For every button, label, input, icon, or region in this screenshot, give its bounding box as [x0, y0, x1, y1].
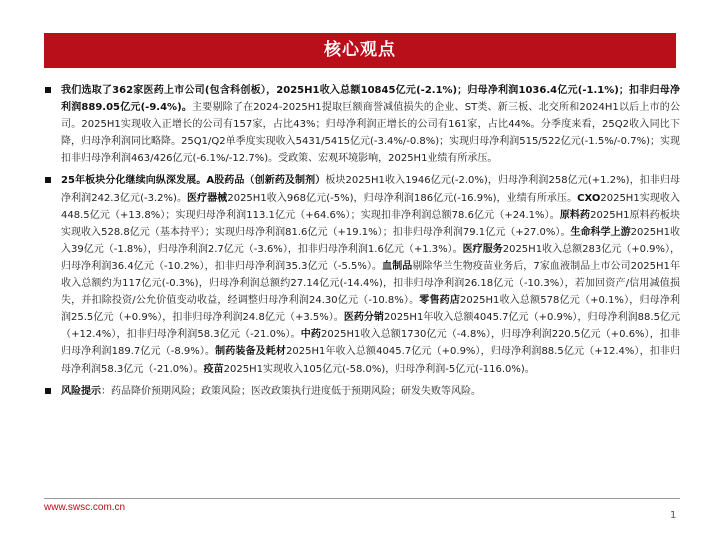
footer-divider — [44, 498, 680, 499]
body-text: 2025H1收入总额283亿元（+0.9%），归母净利润36.4亿元（-10.2%），扣非归母净利润35.3亿元（-5.5%）。 — [61, 243, 681, 272]
highlight-text: 血制品 — [382, 260, 413, 272]
body-text: ：药品降价预期风险；政策风险；医改政策执行进度低于预期风险；研发失败等风险。 — [101, 385, 481, 397]
key-points-list — [44, 82, 680, 400]
footer-url: www.swsc.com.cn — [44, 502, 126, 513]
highlight-text: 中药 — [300, 329, 322, 341]
body-text: 2025H1年收入总额4045.7亿元（+0.9%），归母净利润88.5亿元（+12.4%），扣非归母净利润58.3亿元（-21.0%）。 — [61, 346, 680, 375]
bullet-paragraph — [44, 82, 680, 167]
body-text: 2025H1实现收入105亿元(-58.0%)，归母净利润-5亿元(-116.0%)。 — [223, 363, 535, 375]
body-text: 板块2025H1收入1946亿元(-2.0%)，归母净利润258亿元(+1.2%)，扣非归母净利润242.3亿元(-3.2%)。 — [61, 175, 680, 204]
highlight-text: 医疗器械 — [187, 192, 228, 204]
body-text: 2025H1年收入总额4045.7亿元（+0.9%），归母净利润88.5亿元（+12.4%），扣非归母净利润58.3亿元（-21.0%）。 — [61, 312, 680, 341]
highlight-text: 医疗服务 — [462, 243, 503, 255]
square-bullet-icon — [45, 177, 51, 183]
body-text: 主要剔除了在2024-2025H1提取巨额商誉减值损失的企业、ST类、新三板、北交所和2024H1以后上市的公司。2025H1实现收入正增长的公司有157家，占比43%；归母净利润正增长的公司有161家，占比44%。分季度来看，25Q2收入同比下降，归母净利润同比略降。25Q1/Q2单季度实现收入5431/5415亿元(-3.4%/-0.8%)；实现归母净利润515/522亿元(-1.5%/-0.7%)；实现扣非归母净利润463/426亿元(-6.1%/-12.7%)。受政策、宏观环境影响，2025H1业绩有所承压。 — [61, 102, 680, 165]
square-bullet-icon — [45, 87, 51, 93]
highlight-text: 25年板块分化继续向纵深发展。A股药品（创新药及制剂） — [61, 175, 326, 187]
highlight-text: 制药装备及耗材 — [215, 346, 287, 358]
body-text: 2025H1原料药板块实现收入528.8亿元（基本持平）；实现归母净利润81.6亿元（+19.1%）；扣非归母净利润79.1亿元（+27.0%）。 — [61, 209, 680, 238]
bullet-paragraph — [44, 383, 680, 400]
highlight-text: 疫苗 — [203, 363, 224, 375]
body-text: 剔除华兰生物疫苗业务后，7家血液制品上市公司2025H1年收入总额约为117亿元(-0.3%)，归母净利润总额约27.14亿元(-14.4%)，扣非归母净利润26.18亿元（-10.3%），若加回资产/信用减值损失，并扣除投资/公允价值变动收益，经调整归母净利润24.30亿元（-10.8%）。 — [61, 260, 681, 307]
bullet-paragraph — [44, 172, 680, 377]
highlight-text: 风险提示 — [61, 385, 101, 397]
body-text: 2025H1实现收入448.5亿元（+13.8%）；实现归母净利润113.1亿元（+64.6%）；实现扣非净利润总额78.6亿元（+24.1%）。 — [61, 192, 680, 221]
highlight-text: 生命科学上游 — [570, 226, 631, 238]
page-number: 1 — [670, 510, 677, 521]
body-text: 2025H1收入968亿元(-5%)，归母净利润186亿元(-16.9%)，业绩有所承压。 — [227, 192, 578, 204]
body-text: 2025H1收入总额578亿元（+0.1%），归母净利润25.5亿元（+0.9%），扣非归母净利润24.8亿元（+3.5%）。 — [61, 295, 681, 324]
page-title: 核心观点 — [44, 33, 676, 68]
highlight-text: 零售药店 — [419, 295, 461, 307]
body-text: 2025H1收入39亿元（-1.8%），归母净利润2.7亿元（-3.6%），扣非归母净利润1.6亿元（+1.3%）。 — [61, 226, 680, 255]
highlight-text: CXO — [577, 192, 601, 204]
body-text: 2025H1收入总额1730亿元（-4.8%），归母净利润220.5亿元（+0.6%），扣非归母净利润189.7亿元（-8.9%）。 — [61, 329, 681, 358]
highlight-text: 医药分销 — [343, 312, 384, 324]
highlight-text: 原料药 — [559, 209, 591, 221]
square-bullet-icon — [45, 388, 51, 394]
highlight-text: 我们选取了362家医药上市公司(包含科创板），2025H1收入总额10845亿元(-2.1%)；归母净利润1036.4亿元(-1.1%)；扣非归母净利润889.05亿元(-9.4%)。 — [61, 85, 680, 114]
